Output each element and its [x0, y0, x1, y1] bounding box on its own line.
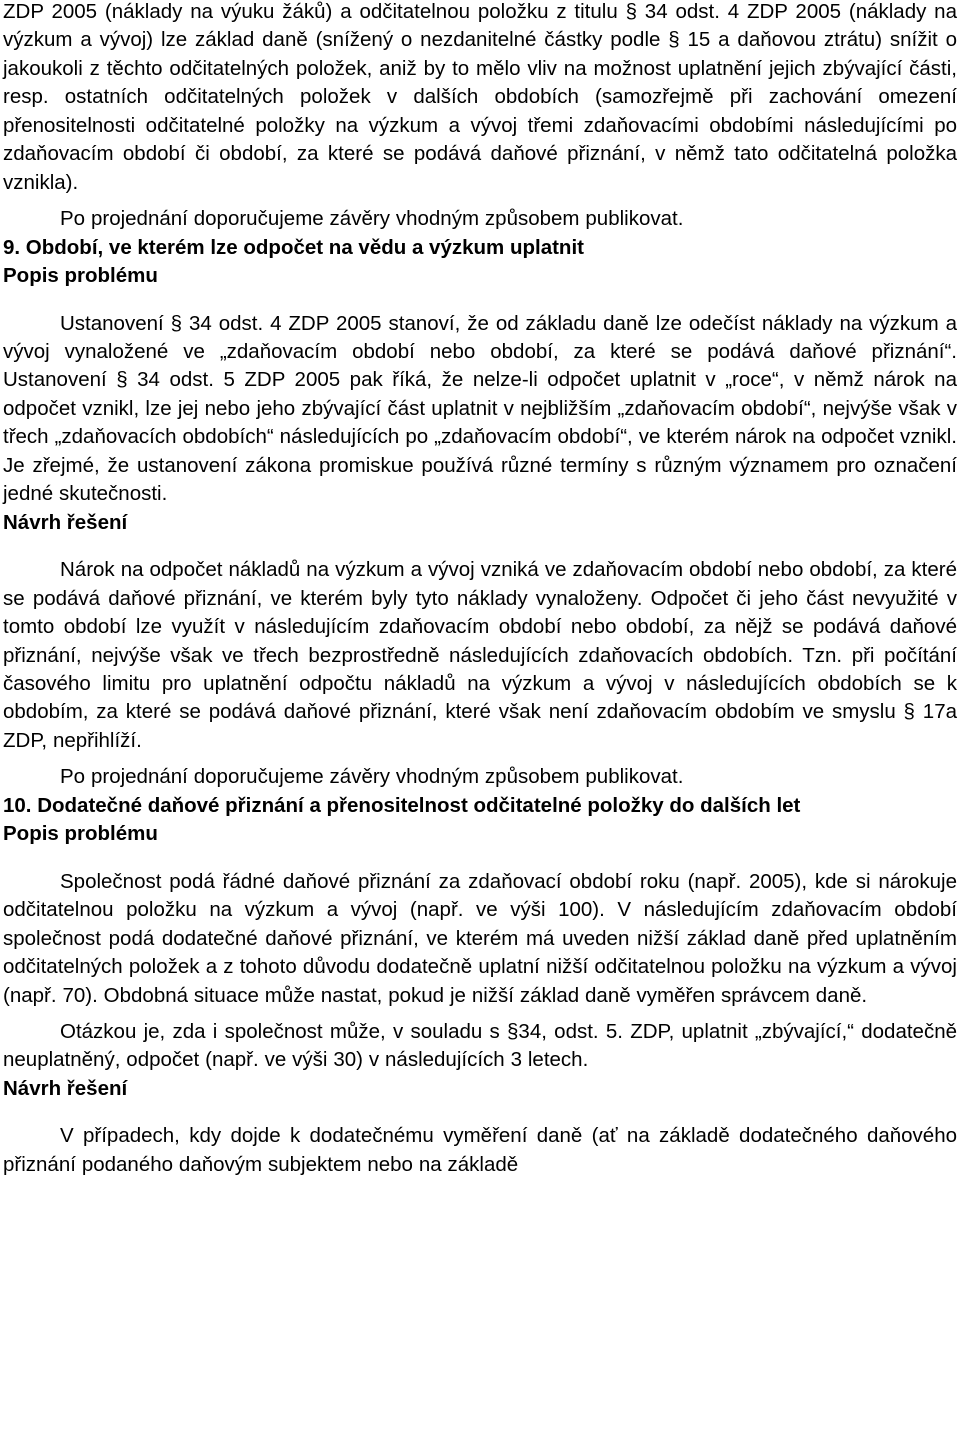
section-10-solution-heading: Návrh řešení: [3, 1076, 128, 1100]
section-9-heading: 9. Období, ve kterém lze odpočet na vědu a výzkum uplatnit: [3, 235, 584, 259]
intro-paragraph: ZDP 2005 (náklady na výuku žáků) a odčitatelnou položku z titulu § 34 odst. 4 ZDP 2005 (náklady na výzkum a vývoj) lze základ daně (snížený o nezdanitelné částky podle § 15 a daňovou ztrátu) snížit o jakoukoli z těchto odčitatelných položek, aniž by to mělo vliv na možnost uplatnění jejich zbývající části, resp. ostatních odčitatelných položek v dalších obdobích (samozřejmě při zachování omezení přenositelnosti odčitatelné položky na výzkum a vývoj třemi zdaňovacími obdobími následujícími po zdaňovacím období či období, za které se podává daňové přiznání, v němž tato odčitatelná položka vznikla).: [3, 0, 957, 194]
section-9-problem-text: Ustanovení § 34 odst. 4 ZDP 2005 stanoví, že od základu daně lze odečíst náklady na výzkum a vývoj vynaložené ve „zdaňovacím období nebo období, za které se podává daňové přiznání“. Ustanovení § 34 odst. 5 ZDP 2005 pak říká, že nelze-li odpočet uplatnit v „roce“, v němž nárok na odpočet vznikl, lze jej nebo jeho zbývající část uplatnit v nejbližším „zdaňovacím období“, nejvýše však v třech „zdaňovacích obdobích“ následujících po „zdaňovacím období“, ve kterém nárok na odpočet vznikl. Je zřejmé, že ustanovení zákona promiskue používá různé termíny s různým významem pro označení jedné skutečnosti.: [3, 311, 957, 506]
document-page: [3, 0, 957, 1179]
section-10-solution-text: V případech, kdy dojde k dodatečnému vyměření daně (ať na základě dodatečného daňového přiznání podaného daňovým subjektem nebo na základě: [3, 1124, 957, 1176]
section-10-problem-heading: Popis problému: [3, 822, 158, 846]
section-9-solution-heading: Návrh řešení: [3, 510, 128, 534]
section-9-problem-heading: Popis problému: [3, 264, 158, 288]
section-10-heading: 10. Dodatečné daňové přiznání a přenositelnost odčitatelné položky do dalších let: [3, 793, 801, 817]
section-9-solution-text: Nárok na odpočet nákladů na výzkum a vývoj vzniká ve zdaňovacím období nebo období, za které se podává daňové přiznání, ve kterém byly tyto náklady vynaloženy. Odpočet či jeho část nevyužité v tomto období lze využít v následujícím zdaňovacím období nebo období, za nějž se podává daňové přiznání, nejvýše však ve třech bezprostředně následujících zdaňovacích obdobích. Tzn. při počítání časového limitu pro uplatnění odpočtu nákladů na výzkum a vývoj v následujících obdobích se k obdobím, za které se podává daňové přiznání, které však není zdaňovacím obdobím ve smyslu § 17a ZDP, nepřihlíží.: [3, 558, 957, 752]
section-10-problem-text-2: Otázkou je, zda i společnost může, v souladu s §34, odst. 5. ZDP, uplatnit „zbývající,“ dodatečně neuplatněný, odpočet (např. ve výši 30) v následujících 3 letech.: [3, 1019, 957, 1072]
section-9-recommendation: Po projednání doporučujeme závěry vhodným způsobem publikovat.: [60, 765, 684, 789]
section-10-problem-text-1: Společnost podá řádné daňové přiznání za zdaňovací období roku (např. 2005), kde si nárokuje odčitatelnou položku na výzkum a vývoj (např. ve výši 100). V následujícím zdaňovacím období společnost podá dodatečné daňové přiznání, ve kterém má uveden nižší základ daně před uplatněním odčitatelných položek a z tohoto důvodu dodatečně uplatní nižší odčitatelnou položku na výzkum a vývoj (např. 70). Obdobná situace může nastat, pokud je nižší základ daně vyměřen správcem daně.: [3, 869, 957, 1007]
recommendation-paragraph: Po projednání doporučujeme závěry vhodným způsobem publikovat.: [60, 207, 684, 231]
